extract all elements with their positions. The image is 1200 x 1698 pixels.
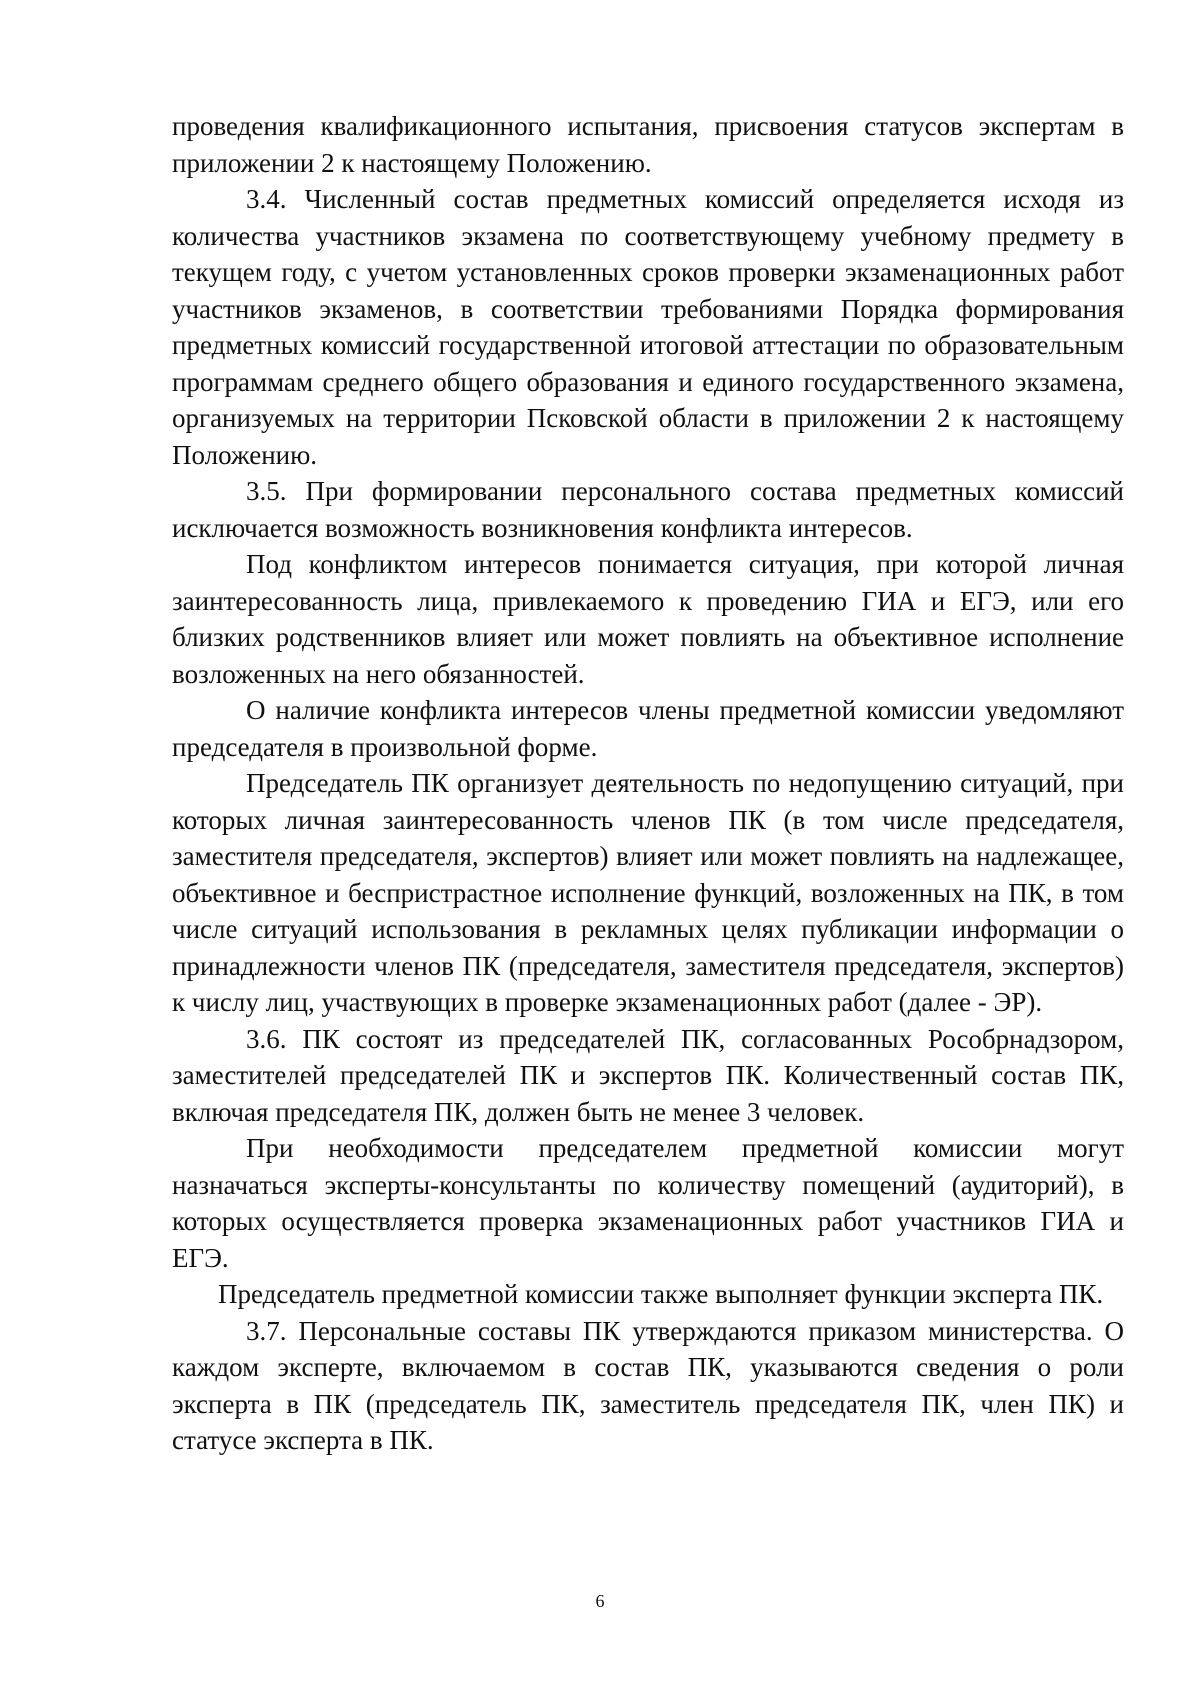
paragraph-continuation: проведения квалификационного испытания, присвоения статусов экспертам в приложении 2 к настоящему Положению. (172, 111, 1124, 178)
paragraph-conflict-notice: О наличие конфликта интересов члены предметной комиссии уведомляют председателя в произвольной форме. (172, 695, 1124, 762)
paragraph-3-4: 3.4. Численный состав предметных комиссий определяется исходя из количества участников экзамена по соответствующему учебному предмету в текущем году, с учетом установленных сроков проверки экзаменационных работ участников экзаменов, в соответствии требованиями Порядка формирования предметных комиссий государственной итоговой аттестации по образовательным программам среднего общего образования и единого государственного экзамена, организуемых на территории Псковской области в приложении 2 к настоящему Положению. (172, 184, 1124, 470)
document-body (172, 108, 1124, 1459)
paragraph-conflict-definition: Под конфликтом интересов понимается ситуация, при которой личная заинтересованность лица, привлекаемого к проведению ГИА и ЕГЭ, или его близких родственников влияет или может повлиять на объективное исполнение возложенных на него обязанностей. (172, 549, 1124, 689)
paragraph-3-6: 3.6. ПК состоят из председателей ПК, согласованных Рособрнадзором, заместителей председателей ПК и экспертов ПК. Количественный состав ПК, включая председателя ПК, должен быть не менее 3 человек. (172, 1023, 1124, 1127)
page-number: 6 (595, 1591, 605, 1611)
paragraph-3-7: 3.7. Персональные составы ПК утверждаются приказом министерства. О каждом эксперте, включаемом в состав ПК, указываются сведения о роли эксперта в ПК (председатель ПК, заместитель председателя ПК, член ПК) и статусе эксперта в ПК. (172, 1315, 1124, 1455)
paragraph-consultants: При необходимости председателем предметной комиссии могут назначаться эксперты-консультанты по количеству помещений (аудиторий), в которых осуществляется проверка экзаменационных работ участников ГИА и ЕГЭ. (172, 1133, 1124, 1273)
paragraph-3-5: 3.5. При формировании персонального состава предметных комиссий исключается возможность возникновения конфликта интересов. (172, 476, 1124, 543)
paragraph-chair-expert: Председатель предметной комиссии также выполняет функции эксперта ПК. (218, 1279, 1104, 1309)
paragraph-chair-duties: Председатель ПК организует деятельность по недопущению ситуаций, при которых личная заинтересованность членов ПК (в том числе председателя, заместителя председателя, экспертов) влияет или может повлиять на надлежащее, объективное и беспристрастное исполнение функций, возложенных на ПК, в том числе ситуаций использования в рекламных целях публикации информации о принадлежности членов ПК (председателя, заместителя председателя, экспертов) к числу лиц, участвующих в проверке экзаменационных работ (далее - ЭР). (172, 768, 1124, 1017)
